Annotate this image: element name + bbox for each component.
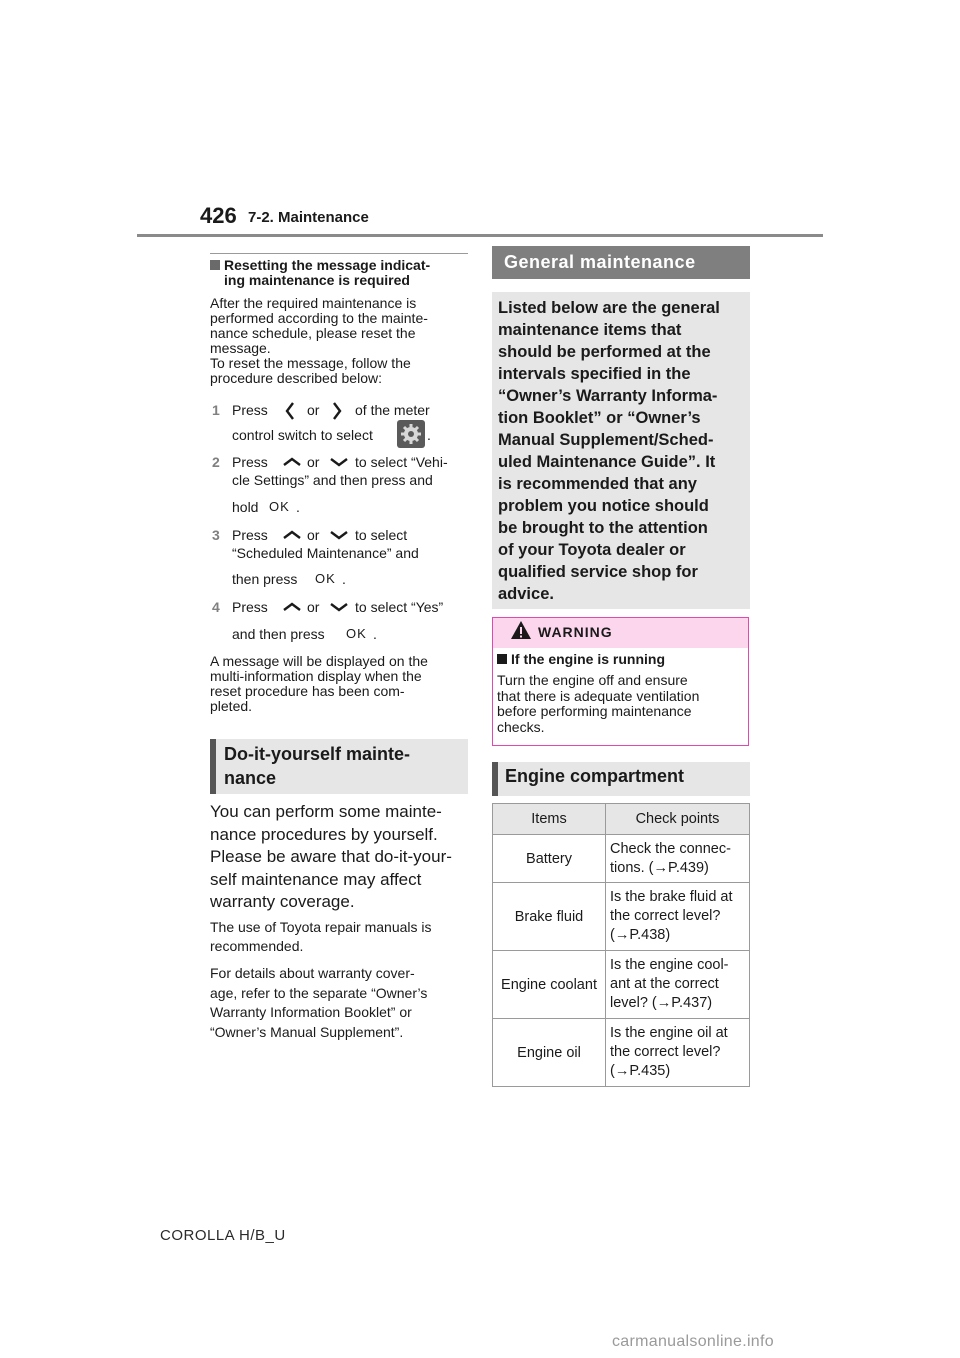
table-row xyxy=(493,951,750,1019)
col-header-items: Items xyxy=(493,804,606,835)
table-cell-check: Is the engine oil at the correct level? (→P.435) xyxy=(606,1019,750,1087)
diy-paragraph-1: The use of Toyota repair manuals is recommended. xyxy=(210,919,432,954)
step-4-or: or xyxy=(307,599,320,615)
step-1-num: 1 xyxy=(212,402,220,418)
table-cell-item: Battery xyxy=(493,835,606,883)
engine-compartment-heading: Engine compartment xyxy=(505,766,685,786)
section-title: 7-2. Maintenance xyxy=(248,209,369,226)
step-3-end: . xyxy=(342,571,346,587)
intro-paragraph: After the required maintenance is performed according to the mainte- nance schedule, please reset the message. To reset the message, follow the procedure described below: xyxy=(210,295,428,386)
step-2-press: Press xyxy=(232,454,268,470)
step-4-end: . xyxy=(373,626,377,642)
outro-paragraph: A message will be displayed on the multi-information display when the reset procedure has been com- pleted. xyxy=(210,653,428,714)
page-number: 426 xyxy=(200,203,237,228)
watermark: carmanualsonline.info xyxy=(612,1333,774,1350)
header-rule xyxy=(137,234,823,237)
table-row xyxy=(493,883,750,951)
step-3-or: or xyxy=(307,527,320,543)
ok-button-icon: OK xyxy=(346,626,367,641)
chevron-down-icon xyxy=(329,601,349,613)
warning-text: Turn the engine off and ensure that there is adequate ventilation before performing maintenance checks. xyxy=(497,672,700,735)
table-row xyxy=(493,835,750,883)
engine-compartment-table xyxy=(492,803,750,1087)
step-2-end: . xyxy=(296,499,300,515)
table-cell-check: Is the engine cool- ant at the correct level? (→P.437) xyxy=(606,951,750,1019)
subhead-reset-message: Resetting the message indicat- ing maintenance is required xyxy=(210,258,468,288)
step-2-text-c: cle Settings” and then press and xyxy=(232,472,433,488)
general-maintenance-heading: General maintenance xyxy=(492,246,750,279)
chevron-up-icon xyxy=(282,456,302,468)
step-4-text-b: to select “Yes” xyxy=(355,599,444,615)
warning-subhead: If the engine is running xyxy=(497,651,665,667)
diy-paragraph-2: For details about warranty cover- age, refer to the separate “Owner’s Warranty Information Booklet” or “Owner’s Manual Supplement”. xyxy=(210,965,428,1040)
table-cell-item: Brake fluid xyxy=(493,883,606,951)
step-1-text-b: of the meter xyxy=(355,402,430,418)
step-4-press: Press xyxy=(232,599,268,615)
chevron-left-icon xyxy=(284,401,296,421)
step-2-text-b: to select “Vehi- xyxy=(355,454,448,470)
subhead-rule xyxy=(210,253,468,254)
chevron-up-icon xyxy=(282,601,302,613)
footer-model: COROLLA H/B_U xyxy=(160,1227,286,1244)
chevron-right-icon xyxy=(331,401,343,421)
chevron-down-icon xyxy=(329,529,349,541)
step-4-text-d: and then press xyxy=(232,626,325,642)
chevron-down-icon xyxy=(329,456,349,468)
step-3-num: 3 xyxy=(212,527,220,543)
square-bullet-icon xyxy=(210,260,220,270)
engine-compartment-heading-bar xyxy=(492,762,498,796)
step-1-text-c: control switch to select xyxy=(232,427,373,443)
step-4-num: 4 xyxy=(212,599,220,615)
step-2-or: or xyxy=(307,454,320,470)
warning-triangle-icon xyxy=(510,620,532,640)
step-2-num: 2 xyxy=(212,454,220,470)
ok-button-icon: OK xyxy=(315,571,336,586)
step-2-text-d: hold xyxy=(232,499,259,515)
diy-heading-bar xyxy=(210,739,216,794)
warning-label: WARNING xyxy=(538,624,613,640)
table-row xyxy=(493,1019,750,1087)
chevron-up-icon xyxy=(282,529,302,541)
diy-lead: You can perform some mainte- nance procedures by yourself. Please be aware that do-it-your- self maintenance may affect warranty coverage. xyxy=(210,802,452,911)
table-cell-check: Check the connec- tions. (→P.439) xyxy=(606,835,750,883)
general-maintenance-text: Listed below are the general maintenance items that should be performed at the intervals specified in the “Owner’s Warranty Informa- tion Booklet” or “Owner’s Manual Supplement/Sched- uled Maintenance Guide”. It is recommended that any problem you notice should be brought to the attention of your Toyota dealer or qualified service shop for advice. xyxy=(498,299,720,603)
step-3-text-c: “Scheduled Maintenance” and xyxy=(232,545,419,561)
step-3-text-b: to select xyxy=(355,527,408,543)
ok-button-icon: OK xyxy=(269,499,290,514)
step-3-press: Press xyxy=(232,527,268,543)
table-header-row xyxy=(493,804,750,835)
step-1-end: . xyxy=(427,427,431,443)
step-1-press: Press xyxy=(232,402,268,418)
col-header-check-points: Check points xyxy=(606,804,750,835)
table-cell-check: Is the brake fluid at the correct level? (→P.438) xyxy=(606,883,750,951)
step-1-or: or xyxy=(307,402,320,418)
square-bullet-icon xyxy=(497,654,507,664)
step-3-text-d: then press xyxy=(232,571,298,587)
table-cell-item: Engine oil xyxy=(493,1019,606,1087)
gear-settings-icon xyxy=(397,420,425,448)
diy-heading: Do-it-yourself mainte- nance xyxy=(224,744,411,788)
table-cell-item: Engine coolant xyxy=(493,951,606,1019)
